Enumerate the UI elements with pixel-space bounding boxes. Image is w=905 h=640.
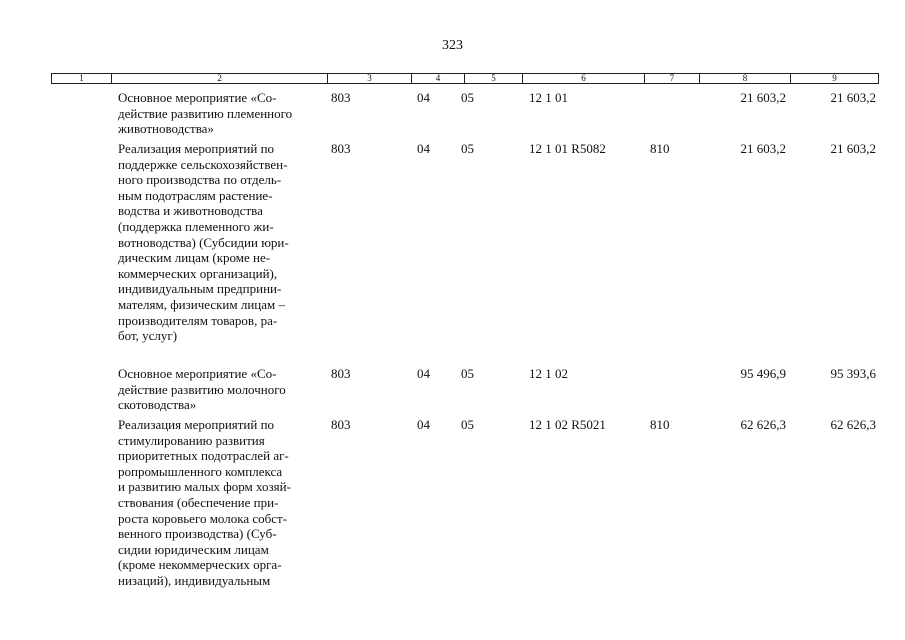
- description-line: действие развитию племенного: [118, 105, 293, 121]
- subsection-code: 05: [461, 141, 474, 156]
- description-line: венного производства) (Суб-: [118, 526, 277, 542]
- subsection-code: 05: [461, 417, 474, 432]
- description-line: вотноводства) (Субсидии юри-: [118, 234, 289, 250]
- column-header-8: 8: [699, 74, 790, 83]
- row-description: [118, 141, 328, 344]
- description-line: (кроме некоммерческих орга-: [118, 557, 282, 573]
- description-line: индивидуальным предприни-: [118, 281, 282, 297]
- amount-year-2: 21 603,2: [830, 141, 876, 156]
- description-line: дическим лицам (кроме не-: [118, 250, 271, 266]
- description-line: роста коровьего молока собст-: [118, 510, 288, 526]
- amount-year-2: 62 626,3: [830, 417, 876, 432]
- amount-year-1: 95 496,9: [740, 366, 786, 381]
- column-header-2: 2: [111, 74, 327, 83]
- subsection-code: 05: [461, 90, 474, 105]
- description-line: низаций), индивидуальным: [118, 572, 271, 588]
- section-code: 04: [417, 141, 430, 156]
- description-line: Основное мероприятие «Со-: [118, 366, 277, 381]
- column-header-4: 4: [411, 74, 464, 83]
- description-line: Реализация мероприятий по: [118, 141, 275, 156]
- description-line: ствования (обеспечение при-: [118, 494, 279, 510]
- page-number: 323: [442, 38, 463, 53]
- description-line: стимулированию развития: [118, 432, 265, 448]
- column-header-9: 9: [790, 74, 878, 83]
- amount-year-2: 95 393,6: [830, 366, 876, 381]
- amount-year-2: 21 603,2: [830, 90, 876, 105]
- description-line: скотоводства»: [118, 397, 197, 413]
- description-line: (поддержка племенного жи-: [118, 218, 274, 234]
- description-line: мателям, физическим лицам –: [118, 296, 285, 312]
- expense-type-code: 810: [650, 417, 670, 432]
- row-description: [118, 417, 328, 589]
- column-header-3: 3: [327, 74, 411, 83]
- grbs-code: 803: [331, 141, 351, 156]
- expense-type-code: 810: [650, 141, 670, 156]
- grbs-code: 803: [331, 366, 351, 381]
- description-line: поддержке сельскохозяйствен-: [118, 156, 288, 172]
- description-line: Основное мероприятие «Со-: [118, 90, 277, 105]
- amount-year-1: 62 626,3: [740, 417, 786, 432]
- subsection-code: 05: [461, 366, 474, 381]
- description-line: ропромышленного комплекса: [118, 463, 283, 479]
- target-article-code: 12 1 01: [529, 90, 568, 105]
- column-header-1: 1: [79, 73, 84, 83]
- column-header-5: 5: [464, 74, 522, 83]
- description-line: приоритетных подотраслей аг-: [118, 448, 289, 464]
- section-code: 04: [417, 90, 430, 105]
- description-line: водства и животноводства: [118, 203, 263, 219]
- description-line: коммерческих организаций),: [118, 265, 278, 281]
- grbs-code: 803: [331, 417, 351, 432]
- amount-year-1: 21 603,2: [740, 90, 786, 105]
- target-article-code: 12 1 02 R5021: [529, 417, 606, 432]
- grbs-code: 803: [331, 90, 351, 105]
- row-description: [118, 90, 328, 137]
- section-code: 04: [417, 417, 430, 432]
- column-header-7: 7: [644, 74, 699, 83]
- description-line: бот, услуг): [118, 328, 178, 344]
- section-code: 04: [417, 366, 430, 381]
- description-line: ным подотраслям растение-: [118, 187, 273, 203]
- table-header-row: [51, 73, 879, 84]
- description-line: сидии юридическим лицам: [118, 541, 269, 557]
- target-article-code: 12 1 02: [529, 366, 568, 381]
- description-line: животноводства»: [118, 121, 214, 137]
- row-description: [118, 366, 328, 413]
- description-line: производителям товаров, ра-: [118, 312, 278, 328]
- target-article-code: 12 1 01 R5082: [529, 141, 606, 156]
- description-line: ного производства по отдель-: [118, 172, 282, 188]
- description-line: действие развитию молочного: [118, 381, 286, 397]
- column-header-6: 6: [522, 74, 644, 83]
- amount-year-1: 21 603,2: [740, 141, 786, 156]
- description-line: Реализация мероприятий по: [118, 417, 275, 432]
- description-line: и развитию малых форм хозяй-: [118, 479, 291, 495]
